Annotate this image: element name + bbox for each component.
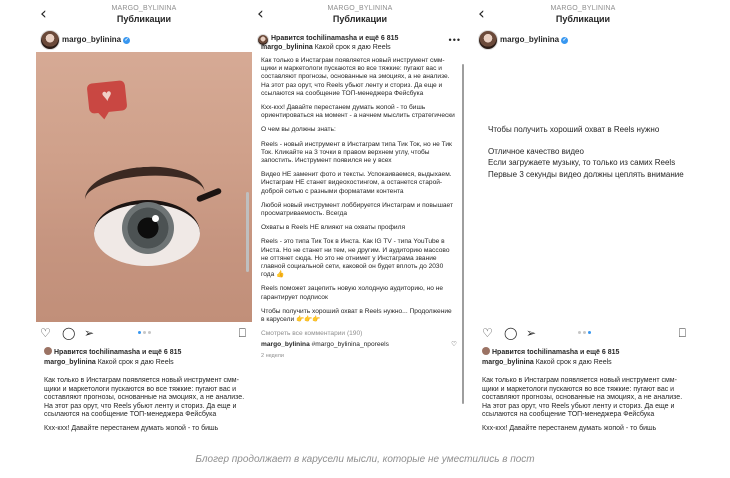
caption-paragraph: Любой новый инструмент лоббируется Инстаграм и повышает просматриваемость. Всегда [261, 201, 453, 218]
topbar-username: MARGO_BYLININA [550, 5, 616, 12]
iris [122, 202, 174, 254]
post-panel-caption [253, 0, 467, 447]
caption-paragraph: Кхх-кхх! Давайте перестанем думать жопой - то бишь ориентироваться на момент - а начнем мыслить стратегически [261, 104, 455, 120]
verified-badge-icon: ✓ [124, 37, 129, 43]
carousel-dot [148, 331, 151, 334]
comment-icon[interactable]: ◯ [504, 326, 518, 340]
heart-icon[interactable]: ♡ [40, 326, 51, 340]
top-bar [253, 4, 467, 28]
post-header [40, 31, 248, 51]
caption-paragraph: Охваты в Reels НЕ влияют на охваты профиля [261, 224, 406, 232]
slide-heading: Чтобы получить хороший охват в Reels нужно [488, 125, 660, 134]
caption-full-text[interactable] [261, 57, 457, 366]
post-photo[interactable] [36, 52, 252, 322]
scrollbar[interactable] [462, 64, 464, 404]
eye-shine [152, 215, 159, 222]
comment-icon[interactable]: ◯ [62, 326, 76, 340]
topbar-username: MARGO_BYLININA [111, 5, 177, 12]
post-header [478, 31, 688, 51]
top-bar [36, 4, 252, 28]
page-title: Публикации [116, 14, 172, 24]
slide-line: Отличное качество видео [488, 146, 584, 156]
top-bar [474, 4, 692, 28]
caption-paragraph: Как только в Инстаграм появляется новый инструмент смм-щики и маркетологи пускаются во все тяжкие: пугают вас и составляют прогнозы, основанные на эмоциях, а не анализе. На этот раз орут, что Reels убьют ленту и сториз. Да еще и ссылаются на сообщение ТОП-менеджера Фейсбука [44, 377, 245, 419]
caption-paragraph: Кхх-кхх! Давайте перестанем думать жопой - то бишь [44, 424, 219, 432]
caption-paragraph: Reels - это типа Тик Ток в Инста. Как IG TV - типа YouTube в Инста. Но не станет ни тем, не другим. И аудиторию массово не оттянет сюда. Но это не отнимет у Инстаграма звание главной социальной сети, каковой он будет вплоть до 2030 года 👍 [261, 238, 450, 279]
carousel-indicator [138, 331, 151, 334]
caption-title: margo_bylinina Какой срок я даю Reels [261, 44, 391, 51]
verified-badge-icon: ✓ [562, 37, 567, 43]
back-chevron-icon[interactable]: ‹ [40, 4, 47, 24]
caption-paragraph: Reels - новый инструмент в Инстаграм типа Тик Ток, но не Тик Ток. Кликайте на 3 точки в правом верхнем углу, чтобы запостить. Инструмент появился не у всех [261, 140, 452, 165]
carousel-indicator [578, 331, 591, 334]
caption-preview [482, 377, 686, 439]
slide-line: Первые 3 секунды видео должны цеплять внимание [488, 169, 684, 179]
caption-paragraph: Кхх-кхх! Давайте перестанем думать жопой - то бишь [482, 424, 657, 432]
carousel-dot [588, 331, 591, 334]
carousel-dot [583, 331, 586, 334]
caption-preview [44, 377, 246, 439]
likes-line[interactable]: Нравится tochilinamasha и ещё 6 815 [482, 347, 688, 356]
bookmark-icon[interactable]: ⎕ [238, 326, 246, 340]
slide-line: Если загружаете музыку, то только из самих Reels [488, 158, 676, 167]
tags-line[interactable]: margo_bylinina #margo_bylinina_nporeels ♡ [261, 341, 457, 349]
carousel-dot [578, 331, 581, 334]
caption-title: margo_bylinina Какой срок я даю Reels [44, 359, 174, 366]
page-title: Публикации [332, 14, 388, 24]
share-icon[interactable]: ➢ [84, 326, 95, 340]
caption-paragraph: О чем вы должны знать: [261, 126, 336, 134]
post-username[interactable]: margo_bylinina ✓ [500, 35, 567, 44]
caption-paragraph: Reels поможет зацепить новую холодную аудиторию, но не гарантирует подписок [261, 285, 444, 301]
heart-sticker-icon: ♥ [87, 80, 128, 114]
heart-icon[interactable]: ♡ [482, 326, 493, 340]
view-comments-link[interactable]: Смотреть все комментарии (190) [261, 330, 363, 338]
post-panel-photo [36, 0, 252, 447]
topbar-username: MARGO_BYLININA [327, 5, 393, 12]
back-chevron-icon[interactable]: ‹ [257, 4, 264, 24]
slide-text [488, 124, 688, 190]
post-panel-slide [474, 0, 692, 447]
caption-title: margo_bylinina Какой срок я даю Reels [482, 359, 612, 366]
bookmark-icon[interactable]: ⎕ [678, 326, 686, 340]
action-bar [40, 326, 248, 342]
carousel-edge [246, 192, 249, 272]
more-options-icon[interactable]: ••• [448, 35, 461, 45]
caption-paragraph: Чтобы получить хороший охват в Reels нужно... Продолжение в карусели 👉👉👉 [261, 307, 452, 324]
page-title: Публикации [555, 14, 611, 24]
caption-paragraph: Видео НЕ заменит фото и тексты. Успокаиваемся, выдыхаем. Инстаграм НЕ станет видеохостингом, а останется старой-доброй сетью с разными форматами контента [261, 171, 452, 195]
post-username[interactable]: margo_bylinina ✓ [62, 35, 129, 44]
liker-avatar [44, 347, 52, 355]
carousel-dot [143, 331, 146, 334]
avatar[interactable] [478, 30, 498, 50]
heart-small-icon[interactable]: ♡ [451, 341, 457, 349]
figure-caption: Блогер продолжает в карусели мысли, которые не уместились в пост [195, 454, 535, 465]
share-icon[interactable]: ➢ [526, 326, 537, 340]
back-chevron-icon[interactable]: ‹ [478, 4, 485, 24]
liker-avatar [482, 347, 490, 355]
carousel-dot [138, 331, 141, 334]
likes-line[interactable]: Нравится tochilinamasha и ещё 6 815 [44, 347, 248, 356]
likes-line[interactable]: Нравится tochilinamasha и ещё 6 815 [271, 35, 399, 42]
caption-paragraph: Как только в Инстаграм появляется новый инструмент смм-щики и маркетологи пускаются во все тяжкие: пугают вас и составляют прогнозы, основанные на эмоциях, а не анализе. На этот раз орут, что Reels убьют ленту и сториз. Да еще и ссылаются на сообщение ТОП-менеджера Фейсбука [261, 57, 450, 97]
action-bar [478, 326, 688, 342]
post-time: 2 недели [261, 352, 284, 359]
caption-paragraph: Как только в Инстаграм появляется новый инструмент смм-щики и маркетологи пускаются во все тяжкие: пугают вас и составляют прогнозы, основанные на эмоциях, а не анализе. На этот раз орут, что Reels убьют ленту и сториз. Да еще и ссылаются на сообщение ТОП-менеджера Фейсбука [482, 377, 683, 419]
avatar[interactable] [40, 30, 60, 50]
